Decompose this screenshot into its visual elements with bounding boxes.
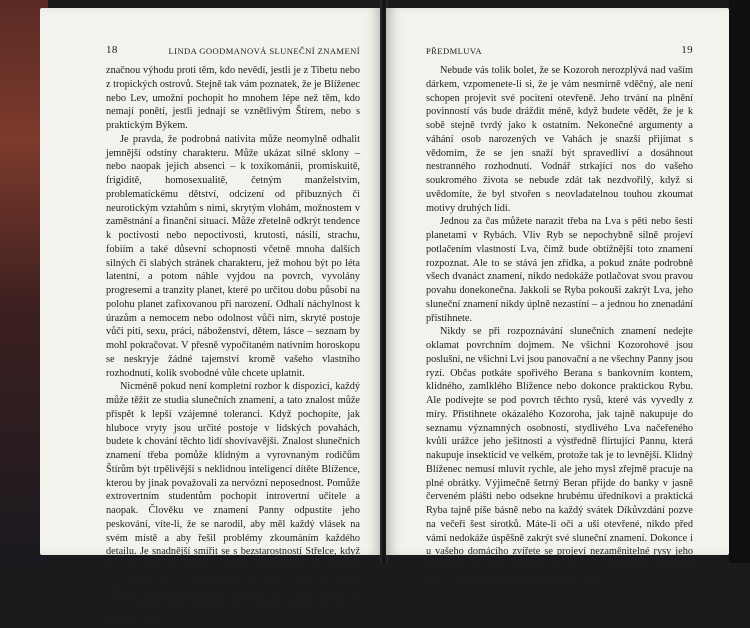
paragraph: Nicméně pokud není kompletní rozbor k dispozici, každý může těžit ze studia slunečních znamení, a tato znalost může přispět k lepší vzájemné toleranci. Když pochopíte, jak hluboce vryty jsou určité postoje v lidských povahách, budete k chování těchto lidí shovívavější. Znalost slunečních znamení třeba pomůže klidným a vyrovnaným rodičům Štírům být trpělivější s neklidnou inteligencí dítěte Blížence, kterou by jinak považovali za nervózní neposednost. Pomůže extrovertním studentům pochopit introvertní učitele a naopak. Člověku ve znamení Panny odpustíte jeho peskování, víte-li, že se narodil, aby měl každý vlásek na svém místě a aby řešil problémy zkoumáním každého detailu. Je snadnější smířit se s bezstarostností Střelce, když si uvědomíte, že je příliš zaměstnán hledáním ideálů, které by vzal za své a bojoval za ně, než aby se každou minutu ohlížel, kam jde nebo komu šlape na paty. Jeho upřímnost vás zasáhne méně, znáte-li jeho nutkání mluvit pravdu za každou cenu. (106, 381, 360, 626)
background-right (729, 0, 750, 563)
left-page-number: 18 (106, 44, 118, 56)
right-body-text (426, 64, 693, 587)
right-header-title: PŘEDMLUVA (426, 46, 482, 56)
paragraph: Nebude vás tolik bolet, že se Kozoroh nerozplývá nad vaším dárkem, vzpomenete-li si, že je vám nesmírně vděčný, ale není schopen projevit své pocitení otevřeně. Jeho trvání na plnění povinností vás bude dráždit méně, když budete vědět, že je k sobě stejně tvrdý jako k ostatním. Nekonečné argumenty a váhání osob narozených ve Vahách je snazší přijímat s vědomím, že se jen snaží být spravedliví a dosáhnout nestranného rozhodnutí. Vodnář strkající nos do vašeho soukromého života se nebude zdát tak nezdvořilý, když si uvědomíte, že byl stvořen s neovladatelnou touhou zkoumat motivy druhých lidí. (426, 65, 693, 214)
paragraph: Je pravda, že podrobná nativita může neomylně odhalit jemnější odstíny charakteru. Může ukázat silné sklony – nebo naopak jejich absenci – k toxikománii, promiskuitě, frigiditě, homosexualitě, četným manželstvím, problematickému dětství, odcizení od příbuzných či neurotickým vztahům s nimi, skrytým vlohám, možnostem v zaměstnání a finanční situaci. Může zřetelně odkrýt tendence k poctivosti nebo nepoctivosti, krutosti, násilí, strachu, fobiím a také důsevní schopnosti včetně mnoha dalších silných či slabých stránek charakteru, jež mohou být po léta latentní, a potom náhle vyjdou na povrch, vyvolány progresemi a tranzity planet, které po určitou dobu působí na polohu planet zafixovanou při narození. Odhalí náchylnost k úrazům a nemocem nebo odolnost vůči nim, skryté postoje vůči pití, sexu, práci, náboženství, dětem, lásce – seznam by mohl pokračovat. V přesně vypočítaném nativním horoskopu se neskryje žádné tajemství kromě vašeho vlastního rozhodnutí, kolik svobodné vůle chcete uplatnit. (106, 133, 360, 379)
paragraph: značnou výhodu proti těm, kdo nevědí, jestli je z Tibetu nebo z tropických ostrovů. Stejně tak vám poznatek, že je Blíženec nebo Lev, umožní pochopit ho mnohem lépe než těm, kdo nemají ponětí, jestli jednají se vznětlivým Štírem, nebo s praktickým Býkem. (106, 65, 360, 131)
paragraph: Nikdy se při rozpoznávání slunečních znamení nedejte oklamat povrchním dojmem. Ne všichni Kozorohové jsou poslušní, ne všichni Lvi jsou panovační a ne všechny Panny jsou ryzí. Občas potkáte spořivého Berana s bankovním kontem, klidného, zamlklého Blížence nebo dokonce praktickou Rybu. Ale podívejte se pod povrch těchto rysů, které vás vyvedly z míry. Přistihnete okázalého Kozoroha, jak tajně nakupuje do seznamu významných osobností, stydlivého Lva načeřeného kvůli urážce jeho ješitnosti a výstředně flirtující Pannu, která nakupuje insekticid ve velkém, protože tak je to levnější. Klidný Blíženec nemusí mluvit rychle, ale jeho mysl zřejmě pracuje na plné obrátky. Výjimečně šetrný Beran přijde do banky v jasně červeném plášti nebo odsekne hrubému úředníkovi a praktická Ryba tajně píše básně nebo na každý svátek Díkůvzdání pozve na večeři šest sirotků. Máte-li oči a uši otevřené, nikdo před vámi nedokáže úspěšně zakrýt své sluneční znamení. Dokonce i u vašeho domácího zvířete se projeví nezaměnitelné rysy jeho znamení. Nedávejte misku s jídlem kočce Panně na neznámé místo a nikdy nezkoušejte ignorovat psa Lva. (426, 326, 693, 585)
right-page-number: 19 (681, 44, 693, 56)
left-page (40, 8, 382, 626)
paragraph: Jednou za čas můžete narazit třeba na Lva s pěti nebo šesti planetami v Rybách. Vliv Ryb se nepochybně silně projeví potlačením vlastností Lva, čímž bude obtížnější toto znamení rozpoznat. Ale to se stává jen zřídka, a pokud znáte podrobně všech dvanáct znamení, nikdo nedokáže potlačovat svou pravou povahu donekonečna. Jakkoli se Ryba pokouší zakrýt Lva, jeho sluneční znamení nikdy úplně nezastíní – a jednou ho znenadání přistihnete. (426, 216, 693, 324)
right-page (386, 8, 729, 585)
left-body-text (106, 64, 360, 628)
left-header-title: LINDA GOODMANOVÁ SLUNEČNÍ ZNAMENÍ (168, 46, 360, 56)
